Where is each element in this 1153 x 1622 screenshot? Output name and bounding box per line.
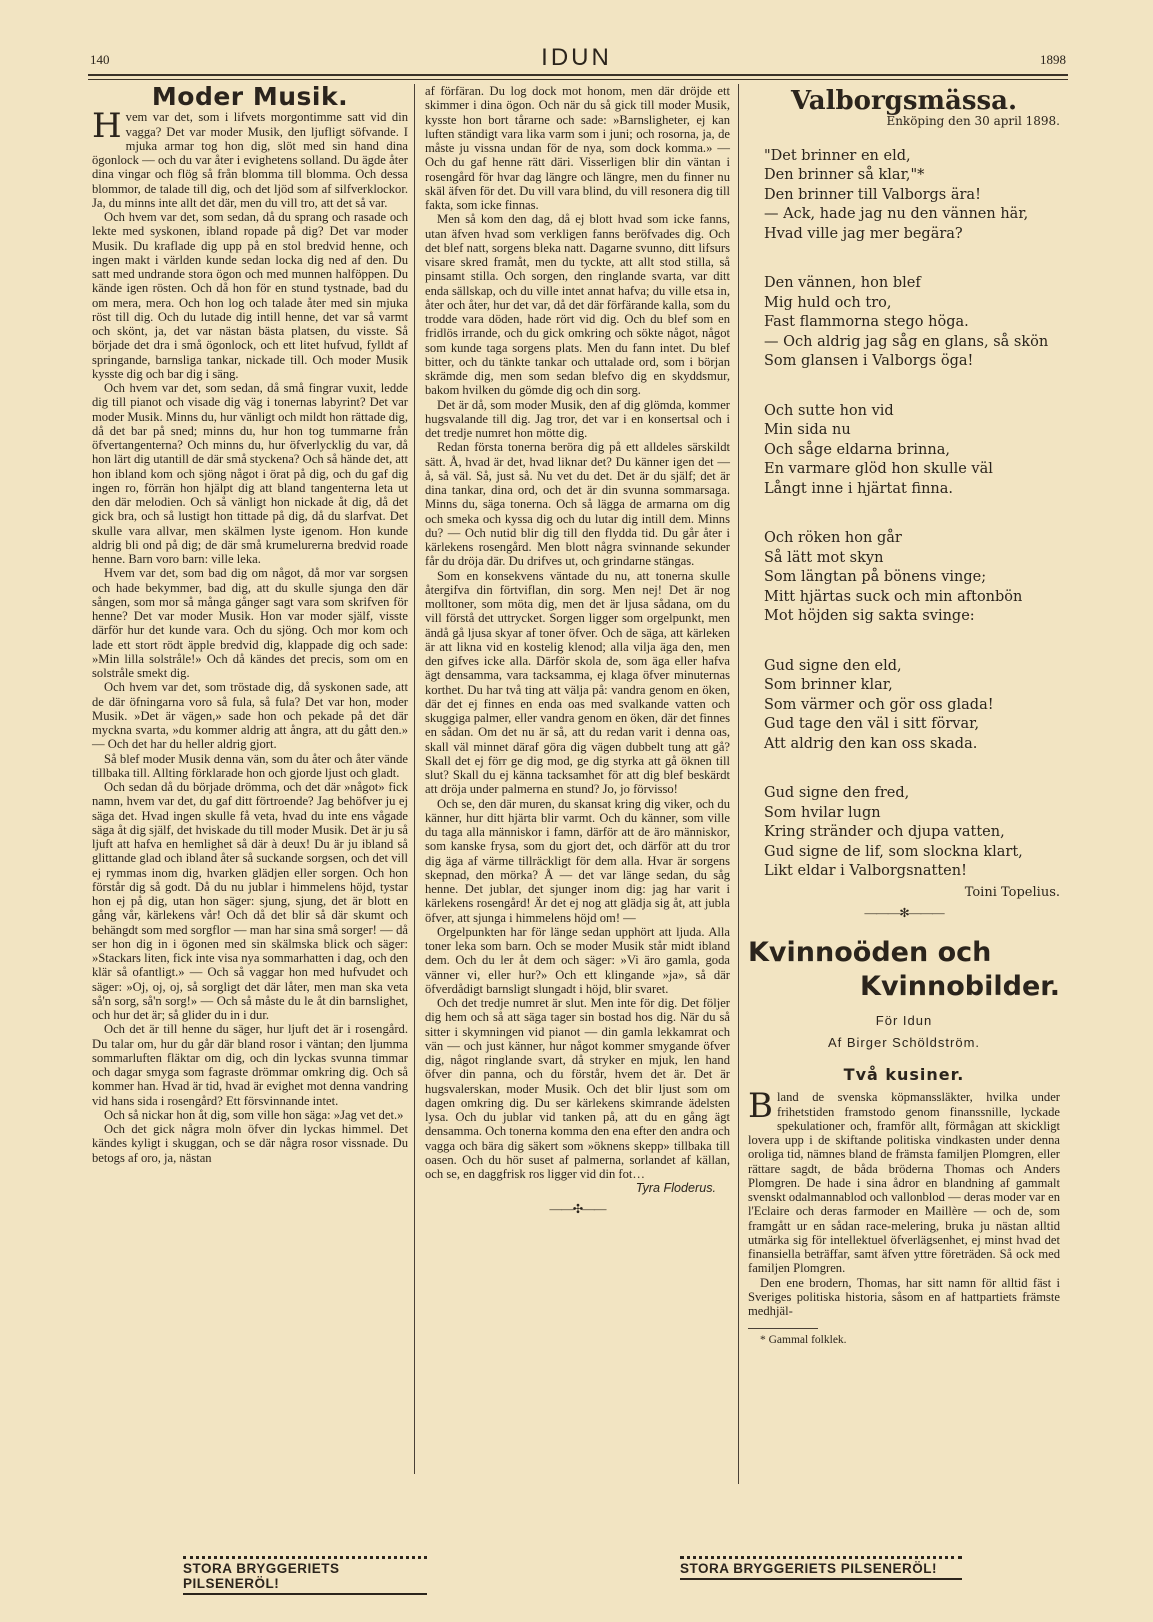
poem-line: Som glansen i Valborgs öga! bbox=[764, 353, 974, 369]
title-line-1: Kvinnoöden och bbox=[748, 937, 992, 968]
paragraph-text: Och hvem var det, som sedan, då du sprang och rasade och lekte med syskonen, ibland ropade på dig? Det var moder Musik. Du kraflade dig upp på en stol bredvid henne, och ingen makt i världen kunde sedan locka dig ned af den. Du satt med undrande stora ögon och med munnen halföppen. Du kände igen rösten. Och då hon för en stund tystnade, bad du om mera, mera. Och hon log och talade åter med sin mjuka röst till dig. Och du lutade dig intill henne, det var så varmt och skönt, ja, det var nästan bästa platsen, du visste. Så började det dra i små ögonlock, och ett litet hufvud, fylldt af springande, barnsliga tankar, nickade till. Och moder Musik kysste dig och bar dig i säng. bbox=[92, 210, 408, 381]
paragraph bbox=[425, 212, 730, 397]
paragraph-text: Och det är till henne du säger, hur ljuft det är i rosengård. Du talar om, hur du går där bland rosor i väntan; den ljumma sommarluften fläktar om dig, och din lyckas svunna timmar och dagar smyga som fagraste drömmar omkring dig. Och så kommer han. Hvad är tid, hvad är evighet mot denna vandring vid hans sida i rosengård? Ett försvinnande intet. bbox=[92, 1022, 408, 1108]
paragraph-text: Det är då, som moder Musik, den af dig glömda, kommer hugsvalande till dig. Jag tror, det var i en konsertsal och i det tredje numret hon mötte dig. bbox=[425, 397, 730, 440]
advertisement: STORA BRYGGERIETS PILSENERÖL! bbox=[183, 1556, 427, 1595]
poem-line: Min sida nu bbox=[764, 422, 851, 438]
poem-stanza bbox=[764, 529, 1060, 627]
poem-line: Som hvilar lugn bbox=[764, 804, 881, 821]
poem-line: Så lätt mot skyn bbox=[764, 549, 884, 566]
paragraph-text: Den ene brodern, Thomas, har sitt namn för alltid fäst i Sveriges politiska historia, såsom en af hattpartiets främste medhjäl- bbox=[748, 1275, 1060, 1318]
paragraph bbox=[748, 1086, 1060, 1276]
poem-line: En varmare glöd hon skulle väl bbox=[764, 461, 993, 477]
article-title: Moder Musik. bbox=[151, 82, 349, 111]
poem-line: Som brinner klar, bbox=[764, 677, 893, 693]
paragraph-text: Och det gick några moln öfver din lyckas himmel. Det kändes kyligt i skuggan, och se där några rosor vissnade. Du betogs af oro, ja, nästan bbox=[92, 1122, 408, 1165]
poem-line: Gud tage den väl i sitt förvar, bbox=[764, 716, 980, 732]
poem-line: Och röken hon går bbox=[764, 530, 902, 546]
column-divider bbox=[738, 84, 739, 1484]
footnote: * Gammal folklek. bbox=[760, 1334, 847, 1347]
byline-publication: För Idun bbox=[875, 1013, 933, 1028]
paragraph bbox=[92, 1108, 408, 1122]
title-line-2: Kvinnobilder. bbox=[860, 971, 1060, 1002]
advertisement: STORA BRYGGERIETS PILSENERÖL! bbox=[680, 1556, 962, 1580]
paragraph bbox=[92, 210, 408, 381]
poem-line: Likt eldar i Valborgsnatten! bbox=[764, 863, 967, 879]
poem-line: — Ack, hade jag nu den vännen här, bbox=[764, 206, 1029, 222]
paragraph bbox=[425, 569, 730, 797]
poem-line: Som längtan på bönens vinge; bbox=[764, 569, 987, 585]
paragraph-text: Redan första tonerna beröra dig på ett alldeles särskildt sätt. Å, hvad är det, hvad liknar det? Du känner igen det — å, så väl. Så, just så. Nu vet du det. Det är du själf; det är dina tankar, dina ord, och det är din svunna sommarsaga. Minns du, säga tonerna. Och så lägga de armarna om dig och smeka och kyssa dig och du lutar dig intill dem. Minns du? — Och nutid blir dig till den flydda tid. Du går åter i kärlekens rosengård. Men blott några svinnande sekunder får du dröja där. Du drifves ut, och grindarne stängas. bbox=[425, 440, 730, 569]
paragraph-text: Och hvem var det, som tröstade dig, då syskonen sade, att de där öfningarna voro så fula, så fula? Det var hon, moder Musik. »Det är vägen,» sade hon och pekade på det där myckna svarta, »du kommer aldrig att ångra, att du gått den.» — Och det har du heller aldrig gjort. bbox=[92, 680, 408, 752]
poem-line: Den brinner så klar,"* bbox=[764, 167, 925, 183]
article-body bbox=[92, 106, 408, 1165]
paragraph bbox=[92, 680, 408, 751]
ornament-divider: ———✻——— bbox=[864, 905, 944, 920]
poem-stanza bbox=[764, 402, 1060, 500]
poem-line: Mig huld och tro, bbox=[764, 294, 892, 311]
poem-signature: Toini Topelius. bbox=[964, 884, 1060, 900]
paragraph-text: Orgelpunkten har för länge sedan upphört att ljuda. Alla toner leka som barn. Och se moder Musik står midt ibland dem. Och du ler åt dem och säger: »Vi äro gamla, goda vänner vi, eller hur?» Och ett klingande »ja», så där öfverdådigt barnsligt slungadt i höjd, blir svaret. bbox=[425, 924, 730, 996]
paragraph-text: Och hvem var det, som sedan, då små fingrar vuxit, ledde dig till pianot och visade dig väg i tonernas labyrint? Det var moder Musik. Minns du, hur vänligt och mildt hon rättade dig, då det bar på sned; minns du, hur hon tog tummarne från öfvertangenterna? Och minns du, hur öfverlycklig du var, då hon lärt dig utantill de där små styckena? Och så hände det, att hon ibland kom och sjöng något i örat på dig, och du gaf dig ingen ro, förrän hon hjälpt dig att bland tangenterna leta ut den där melodien. Och så vänligt hon nickade åt dig, då det gick bra, och så lustigt hon tittade på dig, då du slarfvat. Det skulle vara allvar, men skälmen lyste igenom. Hon kunde aldrig bli ond på dig; de där små krumelurerna bredvid roade henne. Barn voro barn: ville leka. bbox=[92, 381, 408, 566]
paragraph-text: Hvem var det, som bad dig om något, då mor var sorgsen och hade bekymmer, bad dig, att du skulle sjunga den där sången, som mor så många gånger sagt vara som skrifven för henne? Det var moder Musik. Hon var moder själf, visste därför hur det kunde vara. Och du sjöng. Och mor kom och lade ett stort rödt äpple bredvid dig, klappade dig och sade: »Min lilla solstråle!» Och då kändes det precis, som om en solstråle smekt dig. bbox=[92, 566, 408, 680]
paragraph bbox=[92, 106, 408, 210]
poem-stanza bbox=[764, 274, 1060, 372]
paragraph bbox=[92, 381, 408, 566]
header-rule bbox=[88, 74, 1068, 80]
year: 1898 bbox=[1040, 52, 1066, 67]
poem-line: Kring stränder och djupa vatten, bbox=[764, 824, 1005, 840]
paragraph-text: Som en konsekvens väntade du nu, att tonerna skulle återgifva din förtviflan, din sorg. Men nej! Det är nog molltoner, som möta dig, men det är ljusa sådana, om du vill förstå det uttrycket. Sorgen ligger som orgelpunkt, men ändå gå ljusa skyar af toner öfver. Och de säga, att kärleken är att likna vid en kostelig klenod; alla vilja äga den, men den gifves icke alla. Därför skola de, som äga eller hafva ägt densamma, vara tacksamma, ej klaga öfver minuternas korthet. Du har två ting att välja på: vandra genom en öken, där det ej finnes en enda oas med svalkande vatten och skuggiga palmer, eller vandra genom en öken, där det finnes en sådan. Om det nu är så, att du redan varit i denna oas, skall väl minnet däraf göra dig vägen dubbelt tung att gå? Skall det ej förr ge dig mod, ge dig styrka att gå öknen till slut? Skall du ej känna tacksamhet för att dig blef beskärdt att dröja under palmerna en stund? Jo, jo förvisso! bbox=[425, 568, 730, 797]
paragraph-text: land de svenska köpmanssläkter, hvilka under frihetstiden framstodo genom finanssnille, lyckade spekulationer och, framför allt, förmågan att skickligt lovera upp i de skiftande politiska vindkasten under denna oroliga tid, nämnes bland de främsta familjen Plomgren, eller rättare sagdt, de båda bröderna Thomas och Anders Plomgren. De hade i sina ådror en blandning af gammalt svenskt odalmannablod och vallonblod — deras moder var en l'Eclaire och deras farmoder en Maillère — och de, som framgått ur en sådan race-melering, bruka ju nästan alltid utmärka sig för intellektuel öfverlägsenhet, ej minst hvad det finansiella beträffar, samt äfven yttre företräden. Så ock med familjen Plomgren. bbox=[748, 1090, 1060, 1276]
paragraph-text: af förfäran. Du log dock mot honom, men där dröjde ett skimmer i dina ögon. Och när du så gick till moder Musik, kysste hon bort tårarne och sade: »Barnsligheter, ej kan luften ständigt vara lika varm som i juni; och rosorna, ja, de måste ju vissna undan för de nya, som dock komma.» — Och du gaf henne rätt däri. Visserligen blir din väntan i rosengård för hvar dag längre och längre, men du finner nu skäl äfven för det. Du vill vara blind, du vill resonera dig till fakta, som icke finnas. bbox=[425, 84, 730, 212]
paragraph-text: Och det tredje numret är slut. Men inte för dig. Det följer dig hem och så att säga tager sin bostad hos dig. När du så sitter i skymningen vid pianot — din gamla lekkamrat och vän — och just känner, hur något kommer smygande öfver dig, något ringlande svart, då stryker en mjuk, len hand öfver din panna, och du förstår, hvem det är. Det är hugsvalerskan, moder Musik. Och det blir ljust som om dagen omkring dig. Du ser kärlekens skimrande ädelsten lysa. Och du jublar vid tanken på, att du en gång ägt densamma. Och tonerna komma den ena efter den andra och vagga och bära dig säkert som »öknens skepp» tillbaka till oasen. Och du hör suset af palmerna, sorlandet af källan, och se, en daggfrisk ros ligger vid din fot… bbox=[425, 996, 730, 1181]
poem-line: Mitt hjärtas suck och min aftonbön bbox=[764, 588, 1023, 605]
poem-dateline: Enköping den 30 april 1898. bbox=[886, 114, 1060, 129]
paragraph bbox=[425, 398, 730, 441]
paragraph bbox=[425, 925, 730, 996]
poem-line: Gud signe den fred, bbox=[764, 785, 910, 801]
poem-line: Långt inne i hjärtat finna. bbox=[764, 480, 954, 497]
poem-line: "Det brinner en eld, bbox=[764, 147, 911, 164]
article-title bbox=[748, 936, 1060, 1004]
paragraph-text: Så blef moder Musik denna vän, som du åter och åter vände tillbaka till. Allting förklarade hon och gjorde ljust och gladt. bbox=[92, 751, 408, 780]
column-divider bbox=[414, 84, 415, 1474]
poem-line: Och såge eldarna brinna, bbox=[764, 441, 950, 458]
paragraph bbox=[425, 797, 730, 925]
poem-line: Den vännen, hon blef bbox=[764, 275, 921, 291]
chapter-title: Två kusiner. bbox=[843, 1065, 965, 1084]
paragraph bbox=[92, 1022, 408, 1108]
poem-line: Att aldrig den kan oss skada. bbox=[764, 735, 978, 752]
poem-line: Den brinner till Valborgs ära! bbox=[764, 186, 981, 203]
drop-cap: B bbox=[748, 1086, 773, 1127]
paragraph-text: Men så kom den dag, då ej blott hvad som icke fanns, utan äfven hvad som verkligen fanns beröfvades dig. Och det blef natt, sorgens bleka natt. Dagarne svunno, ditt lifsurs visare skred framåt, men du tyckte, att allt stod stilla, så pinsamt stilla. Och sorgen, den ringlande svarta, var ditt enda sällskap, och du ville intet annat hafva; du ville etsa in, åter och åter, hur det var, då det där förfärande kalla, som du trodde vara döden, hade rört vid dig. Och du blef som en fridlös irrande, och du gick omkring och sökte något, något som kunde taga sorgens plats. Men du fann intet. Du blef bitter, och du tänkte tankar och uttalade ord, som i början skrämde dig, men som sedan blefvo dig en skyddsmur, bakom hvilken du gömde dig och din sorg. bbox=[425, 212, 730, 398]
poem-stanza bbox=[764, 657, 1060, 755]
poem-stanza bbox=[764, 147, 1060, 245]
paragraph bbox=[92, 566, 408, 680]
paragraph bbox=[425, 440, 730, 568]
paragraph bbox=[92, 752, 408, 781]
column-1 bbox=[92, 84, 408, 1165]
poem-stanza bbox=[764, 784, 1060, 882]
column-3 bbox=[748, 84, 1060, 1348]
poem-title: Valborgsmässa. bbox=[790, 86, 1018, 116]
paragraph bbox=[92, 780, 408, 1022]
paragraph-text: Och så nickar hon åt dig, som ville hon säga: »Jag vet det.» bbox=[104, 1107, 404, 1122]
page-number: 140 bbox=[90, 52, 110, 67]
article-body-continued bbox=[425, 84, 730, 1181]
paragraph bbox=[425, 84, 730, 212]
footnote-rule bbox=[748, 1328, 818, 1329]
poem-line: Gud signe den eld, bbox=[764, 657, 902, 674]
drop-cap: H bbox=[92, 106, 122, 147]
paragraph bbox=[92, 1122, 408, 1165]
poem-line: Och sutte hon vid bbox=[764, 402, 894, 419]
column-2 bbox=[425, 84, 730, 1222]
byline bbox=[748, 1010, 1060, 1054]
ornament-divider: ——✣—— bbox=[549, 1201, 606, 1216]
masthead: IDUN bbox=[541, 44, 612, 71]
article-signature: Tyra Floderus. bbox=[635, 1181, 716, 1196]
paragraph-text: Och sedan då du började drömma, och det där »något» fick namn, hvem var det, du gaf ditt förtroende? Jag behöfver ju ej säga det. Hvad ingen skulle få veta, hvad du inte ens vågade säga åt dig själf, det hviskade du till moder Musik. Det är ju så ljuft att hafva en hemlighet så där à deux! Du är ju ibland så glittande glad och ibland åter så suckande sorgsen, och det vill ej rymmas inom dig, hvarken glädjen eller sorgen. Och hon förstår dig så godt. Då du nu jublar i himmelens höjd, tystar hon ej på dig, utan hon säger: sjung, sjung, det är blott en gång vår, kärlekens vår! Och då det blir så där skumt och behängdt som med sorgflor — man har sina små sorger! — då ser hon dig in i ögonen med sin skälmska blick och säger: »Stackars liten, fick inte visa nya sommarhatten i dag, och den klär så ofantligt.» — Och så vaggar hon med hufvudet och säger: »Oj, oj, oj, så sorgligt det där låter, men man ska veta så'n sorg, så'n sorg!» — Och så måste du le åt din barnslighet, och hur det är; så glider du in i dur. bbox=[92, 780, 408, 1022]
article-body bbox=[748, 1086, 1060, 1318]
paragraph bbox=[748, 1276, 1060, 1319]
poem-body bbox=[764, 147, 1060, 882]
poem-line: Mot höjden sig sakta svinge: bbox=[764, 608, 975, 624]
paragraph bbox=[425, 996, 730, 1181]
paragraph-text: Och se, den där muren, du skansat kring dig viker, och du känner, hur ditt hjärta blir varmt. Och du känner, som ville du taga alla människor i famn, därför att de äro människor, som kanske frysa, som du gjort det, och därför att du tror dig äga af värme tillräckligt för dem alla. Hvar är sorgens skepnad, den mörka? Å — det var länge sedan, du såg henne. Det jublar, det sjunger inom dig: jag har varit i kärlekens rosengård! Är det ej nog att glädja sig åt, att jubla öfver, att sjunga i himmelens höjd om! — bbox=[425, 796, 730, 925]
poem-line: Fast flammorna stego höga. bbox=[764, 314, 969, 330]
poem-line: Som värmer och gör oss glada! bbox=[764, 696, 994, 713]
poem-line: Gud signe de lif, som slockna klart, bbox=[764, 843, 1023, 860]
paragraph-text: vem var det, som i lifvets morgontimme satt vid din vagga? Det var moder Musik, den ljufligt söfvande. I mjuka armar tog hon dig, slöt med sin hand dina ögonlock — och du var åter i evighetens solland. Du ägde åter dina vingar och flög så från blomma till blomma. Och dessa blommor, de talade till dig, och det ljöd som af silfverklockor. Ja, du minns inte allt det där, men du vill tro, att det så var. bbox=[92, 110, 408, 210]
poem-line: — Och aldrig jag såg en glans, så skön bbox=[764, 333, 1049, 350]
poem-line: Hvad ville jag mer begära? bbox=[764, 225, 963, 242]
byline-author: Af Birger Schöldström. bbox=[827, 1035, 981, 1050]
